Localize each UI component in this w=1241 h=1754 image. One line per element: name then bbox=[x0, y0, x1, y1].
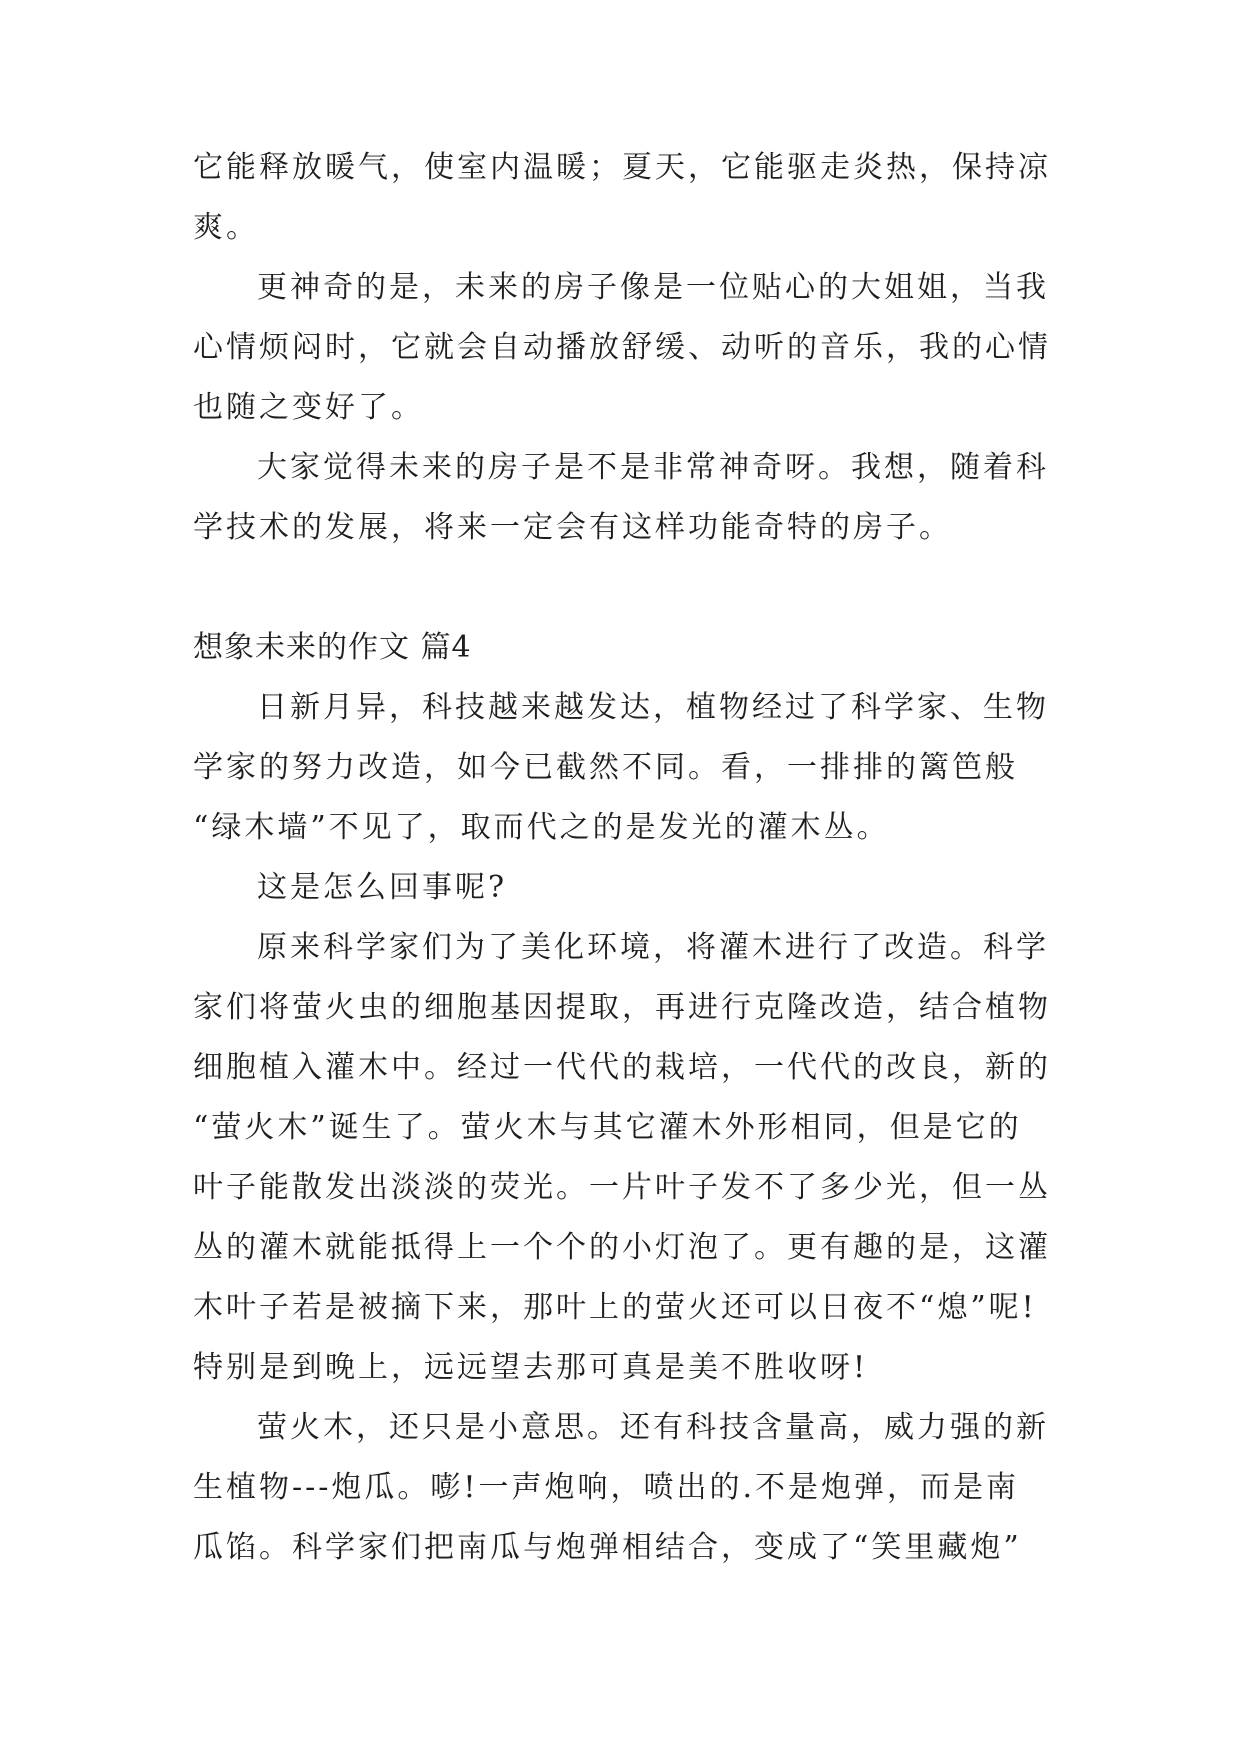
text-line: 生植物---炮瓜。嘭!一声炮响，喷出的.不是炮弹，而是南 bbox=[193, 1470, 1020, 1505]
section-4 bbox=[193, 618, 1063, 1578]
text-line: 爽。 bbox=[193, 210, 259, 245]
paragraph-start-line: 这是怎么回事呢? bbox=[257, 870, 508, 905]
text-line: 学家的努力改造，如今已截然不同。看，一排排的篱笆般 bbox=[193, 750, 1018, 785]
paragraph-start-line: 更神奇的是，未来的房子像是一位贴心的大姐姐，当我 bbox=[257, 270, 1049, 305]
text-line: 丛的灌木就能抵得上一个个的小灯泡了。更有趣的是，这灌 bbox=[193, 1230, 1051, 1265]
text-line: 瓜馅。科学家们把南瓜与炮弹相结合，变成了“笑里藏炮” bbox=[193, 1530, 1022, 1565]
text-line: 特别是到晚上，远远望去那可真是美不胜收呀! bbox=[193, 1350, 869, 1385]
text-line: “萤火木”诞生了。萤火木与其它灌木外形相同，但是它的 bbox=[193, 1110, 1022, 1145]
paragraph-start-line: 萤火木，还只是小意思。还有科技含量高，威力强的新 bbox=[257, 1410, 1049, 1445]
text-line: 心情烦闷时，它就会自动播放舒缓、动听的音乐，我的心情 bbox=[193, 330, 1051, 365]
paragraph-start-line: 日新月异，科技越来越发达，植物经过了科学家、生物 bbox=[257, 690, 1049, 725]
paragraph-start-line: 大家觉得未来的房子是不是非常神奇呀。我想，随着科 bbox=[257, 450, 1049, 485]
text-line: 学技术的发展，将来一定会有这样功能奇特的房子。 bbox=[193, 510, 952, 545]
text-line: 叶子能散发出淡淡的荧光。一片叶子发不了多少光，但一丛 bbox=[193, 1170, 1051, 1205]
text-line: “绿木墙”不见了，取而代之的是发光的灌木丛。 bbox=[193, 810, 890, 845]
text-line: 它能释放暖气，使室内温暖；夏天，它能驱走炎热，保持凉 bbox=[193, 150, 1051, 185]
section-heading: 想象未来的作文 篇4 bbox=[193, 630, 472, 665]
text-line: 也随之变好了。 bbox=[193, 390, 424, 425]
text-line: 木叶子若是被摘下来，那叶上的萤火还可以日夜不“熄”呢! bbox=[193, 1290, 1037, 1325]
previous-section-body bbox=[193, 138, 1063, 558]
text-line: 细胞植入灌木中。经过一代代的栽培，一代代的改良，新的 bbox=[193, 1050, 1051, 1085]
text-line: 家们将萤火虫的细胞基因提取，再进行克隆改造，结合植物 bbox=[193, 990, 1051, 1025]
paragraph-start-line: 原来科学家们为了美化环境，将灌木进行了改造。科学 bbox=[257, 930, 1049, 965]
